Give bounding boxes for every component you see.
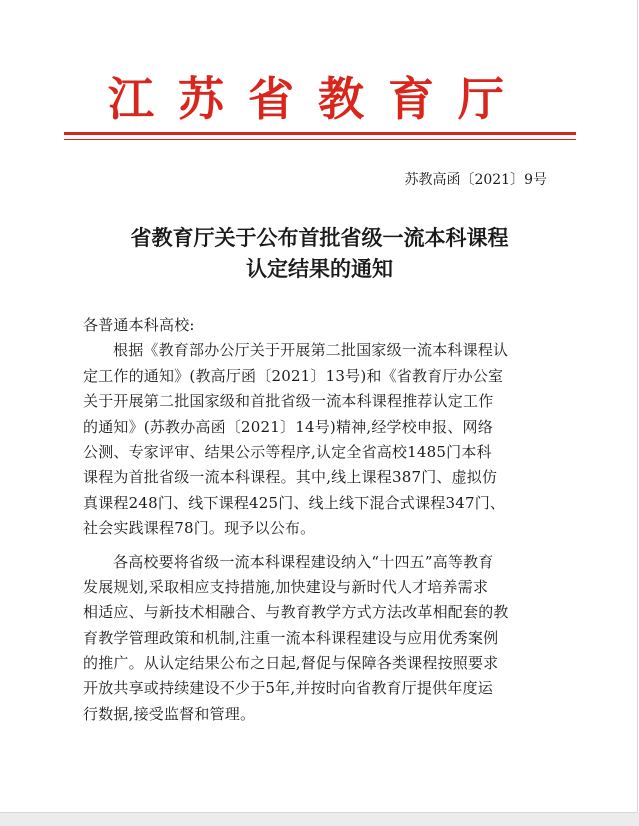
paragraph-line: 关于开展第二批国家级和首批省级一流本科课程推荐认定工作 (83, 392, 494, 411)
paragraph-line: 的推广。从认定结果公布之日起,督促与保障各类课程按照要求 (83, 654, 499, 673)
document-number: 苏教高函〔2021〕9号 (404, 172, 547, 188)
paragraph-line: 真课程248门、线下课程425门、线上线下混合式课程347门、 (83, 493, 506, 512)
paragraph-1 (83, 338, 569, 541)
title-line-1: 省教育厅关于公布首批省级一流本科课程 (130, 225, 509, 250)
paragraph-line: 定工作的通知》(教高厅函〔2021〕13号)和《省教育厅办公室 (83, 366, 504, 385)
masthead-red-rule-thick (64, 132, 576, 135)
paragraph-line: 的通知》(苏教办高函〔2021〕14号)精神,经学校申报、网络 (83, 417, 493, 436)
paragraph-line: 发展规划,采取相应支持措施,加快建设与新时代人才培养需求 (83, 577, 489, 596)
paragraph-line: 课程为首批省级一流本科课程。其中,线上课程387门、虚拟仿 (83, 468, 498, 487)
paragraph-line: 相适应、与新技术相融合、与教育教学方式方法改革相配套的教 (83, 603, 509, 622)
masthead-red-rule-thin (64, 139, 576, 140)
title-line-2: 认定结果的通知 (246, 256, 393, 281)
salutation: 各普通本科高校: (83, 316, 195, 334)
paragraph-line: 行数据,接受监督和管理。 (83, 704, 256, 723)
paragraph-line: 各高校要将省级一流本科课程建设纳入“十四五”高等教育 (113, 552, 494, 571)
masthead-title: 江苏省教育厅 (108, 72, 528, 126)
paragraph-line: 开放共享或持续建设不少于5年,并按时向省教育厅提供年度运 (83, 679, 493, 698)
paragraph-line: 育教学管理政策和机制,注重一流本科课程建设与应用优秀案例 (83, 628, 499, 647)
paragraph-line: 公测、专家评审、结果公示等程序,认定全省高校1485门本科 (83, 442, 492, 461)
paragraph-line: 社会实践课程78门。现予以公布。 (83, 519, 316, 538)
paragraph-line: 根据《教育部办公厅关于开展第二批国家级一流本科课程认 (113, 341, 509, 360)
viewer-bottom-strip (0, 813, 639, 826)
document-title (0, 222, 639, 284)
paragraph-2 (83, 550, 569, 728)
document-body (83, 313, 569, 727)
